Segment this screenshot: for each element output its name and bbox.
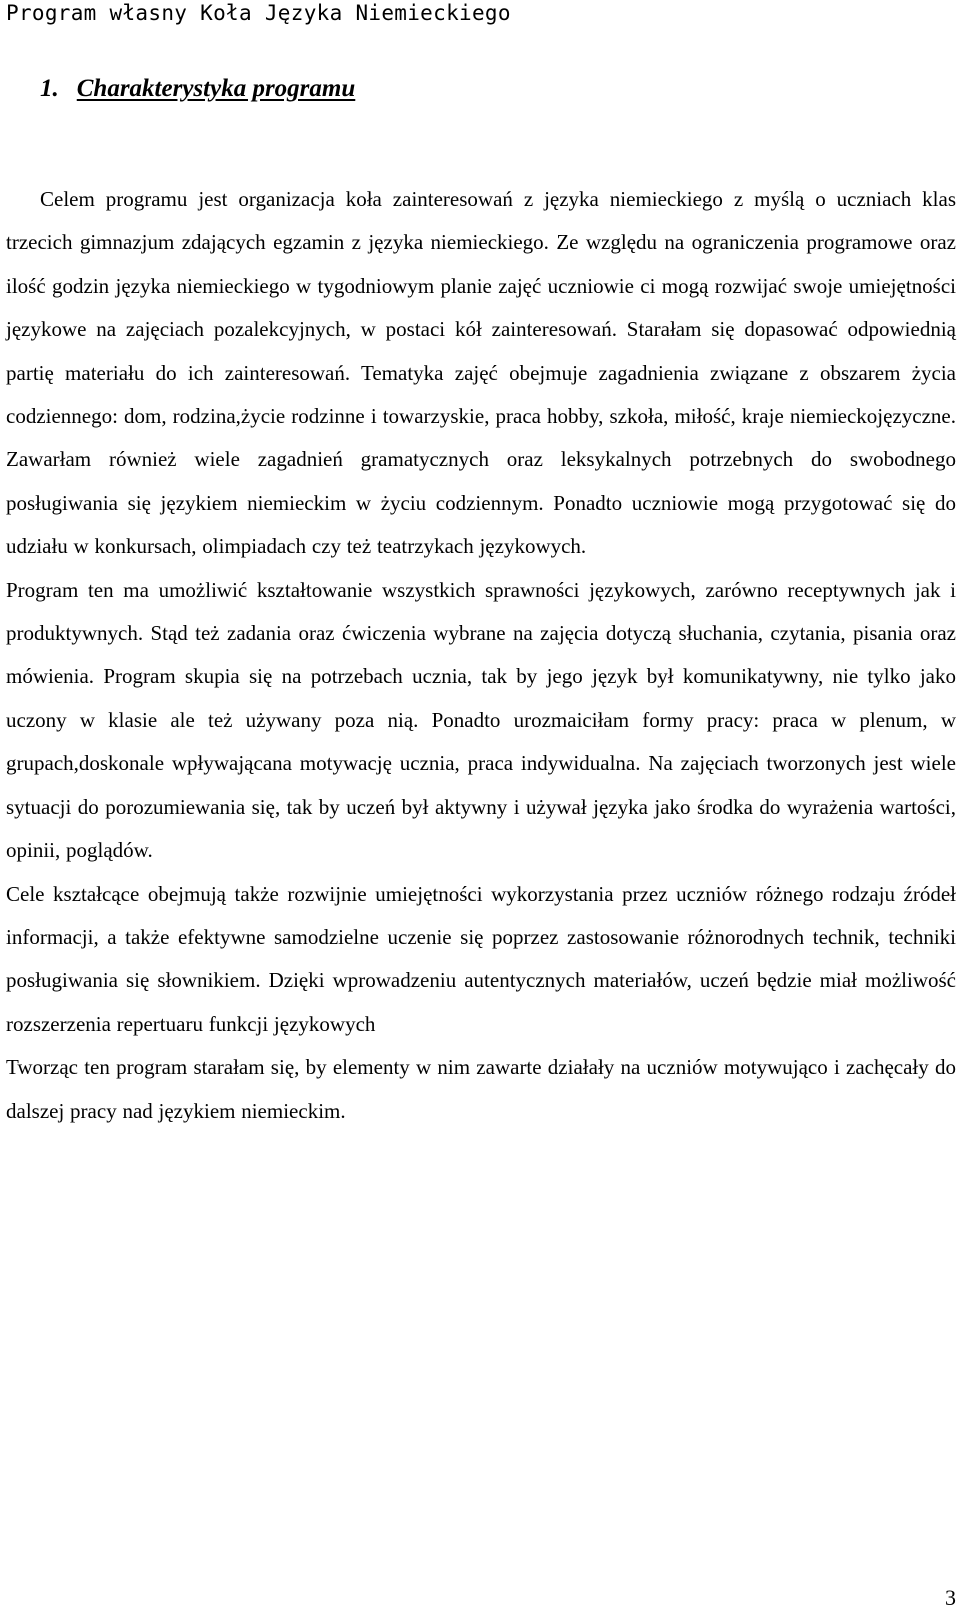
paragraph-4: Tworząc ten program starałam się, by elementy w nim zawarte działały na uczniów motywująco i zachęcały do dalszej pracy nad językiem niemieckim. <box>6 1055 956 1123</box>
section-number: 1. <box>40 75 59 102</box>
running-header: Program własny Koła Języka Niemieckiego <box>6 1 511 25</box>
paragraph-3: Cele kształcące obejmują także rozwijnie umiejętności wykorzystania przez uczniów różnego rodzaju źródeł informacji, a także efektywne samodzielne uczenie się poprzez zastosowanie różnorodnych technik, techniki posługiwania się słownikiem. Dzięki wprowadzeniu autentycznych materiałów, uczeń będzie miał możliwość rozszerzenia repertuaru funkcji językowych <box>6 881 956 1036</box>
paragraph-1: Celem programu jest organizacja koła zainteresowań z języka niemieckiego z myślą o uczniach klas trzecich gimnazjum zdających egzamin z języka niemieckiego. Ze względu na ograniczenia programowe oraz ilość godzin języka niemieckiego w tygodniowym planie zajęć uczniowie ci mogą rozwijać swoje umiejętności językowe na zajęciach pozalekcyjnych, w postaci kół zainteresowań. Starałam się dopasować odpowiednią partię materiału do ich zainteresowań. Tematyka zajęć obejmuje zagadnienia związane z obszarem życia codziennego: dom, rodzina,życie rodzinne i towarzyskie, praca hobby, szkoła, miłość, kraje niemieckojęzyczne. Zawarłam również wiele zagadnień gramatycznych oraz leksykalnych potrzebnych do swobodnego posługiwania się językiem niemieckim w życiu codziennym. Ponadto uczniowie mogą przygotować się do udziału w konkursach, olimpiadach czy też teatrzykach językowych. <box>6 187 956 559</box>
paragraph-2: Program ten ma umożliwić kształtowanie wszystkich sprawności językowych, zarówno receptywnych jak i produktywnych. Stąd też zadania oraz ćwiczenia wybrane na zajęcia dotyczą słuchania, czytania, pisania oraz mówienia. Program skupia się na potrzebach ucznia, tak by jego język był komunikatywny, nie tylko jako uczony w klasie ale też używany poza nią. Ponadto urozmaiciłam formy pracy: praca w plenum, w grupach,doskonale wpływającana motywację ucznia, praca indywidualna. Na zajęciach tworzonych jest wiele sytuacji do porozumiewania się, tak by uczeń był aktywny i używał języka jako środka do wyrażenia wartości, opinii, poglądów. <box>6 577 956 863</box>
document-body <box>6 178 956 1133</box>
section-title: Charakterystyka programu <box>76 75 356 102</box>
section-heading <box>40 72 355 106</box>
page-number: 3 <box>945 1585 956 1610</box>
